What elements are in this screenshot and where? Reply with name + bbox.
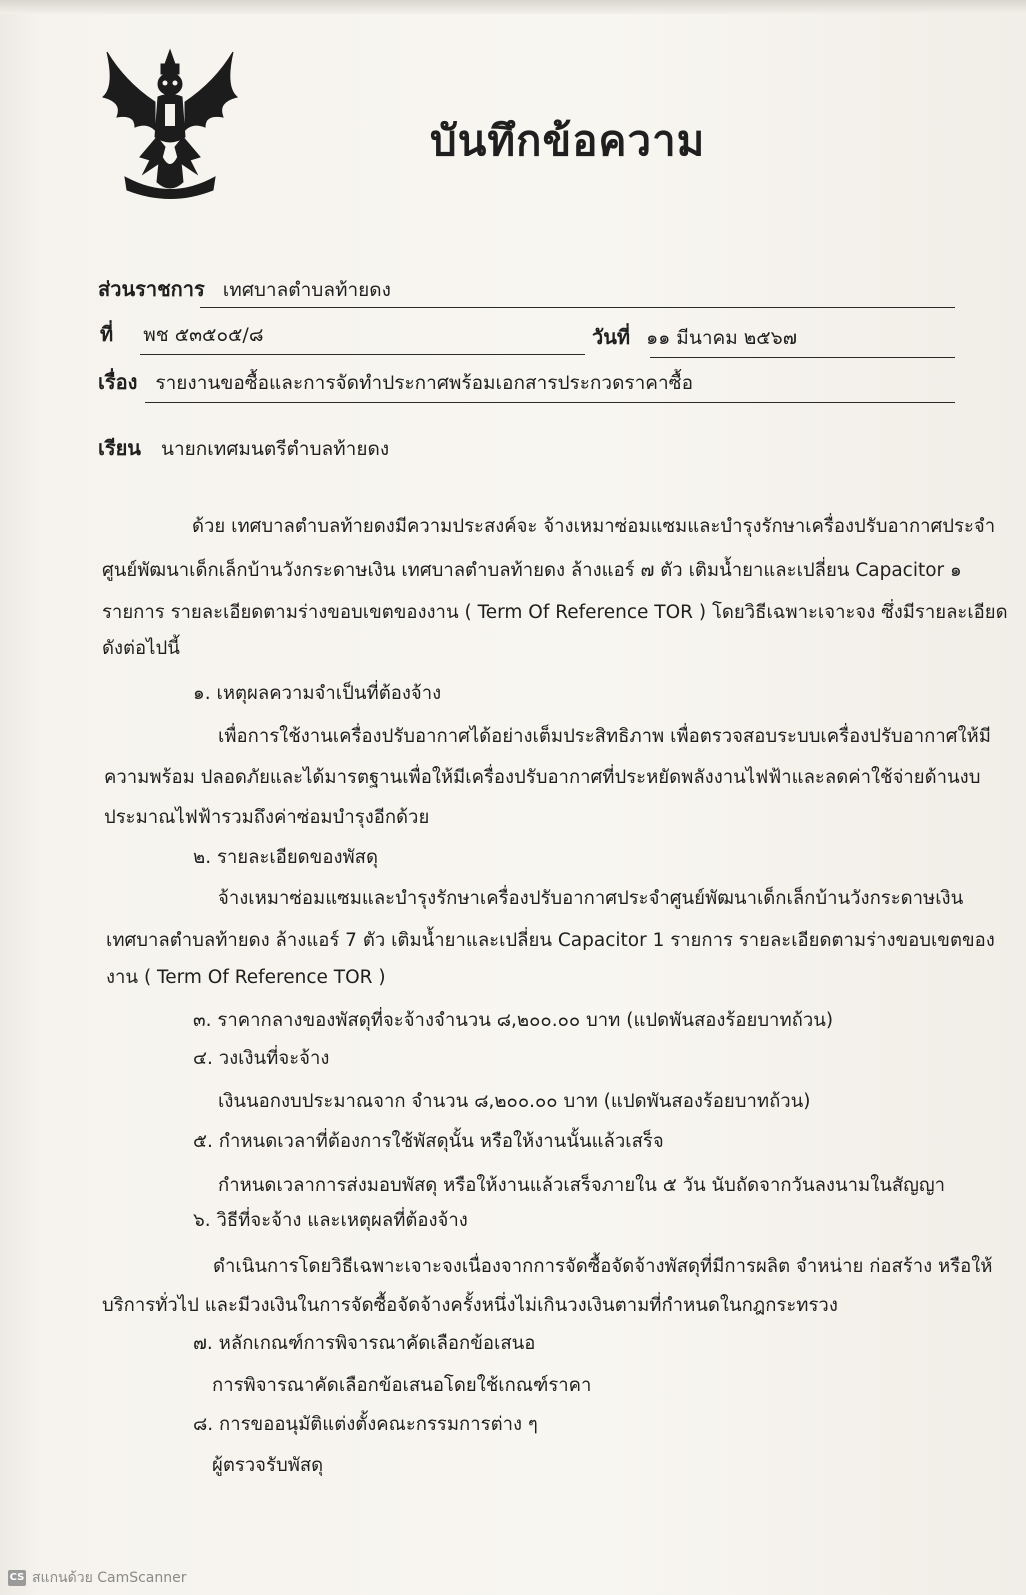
body-line: ประมาณไฟฟ้ารวมถึงค่าซ่อมบำรุงอีกด้วย xyxy=(104,807,430,828)
date-label: วันที่ xyxy=(592,325,631,349)
body-line: ดำเนินการโดยวิธีเฉพาะเจาะจงเนื่องจากการจัดซื้อจัดจ้างพัสดุที่มีการผลิต จำหน่าย ก่อสร้าง หรือให้ xyxy=(213,1256,993,1277)
section-heading: ๒. รายละเอียดของพัสดุ xyxy=(193,847,378,868)
body-line: เงินนอกงบประมาณจาก จำนวน ๘,๒๐๐.๐๐ บาท (แปดพันสองร้อยบาทถ้วน) xyxy=(218,1091,811,1112)
ref-label: ที่ xyxy=(100,322,114,346)
date-row xyxy=(592,321,797,353)
scan-edge xyxy=(0,0,1026,14)
ref-underline xyxy=(140,354,585,355)
scanner-watermark xyxy=(8,1567,187,1589)
subject-row xyxy=(98,366,693,398)
body-line: ความพร้อม ปลอดภัยและได้มารตฐานเพื่อให้มีเครื่องปรับอากาศที่ประหยัดพลังงานไฟฟ้าและลดค่าใช้จ่ายด้านงบ xyxy=(104,767,981,788)
section-heading: ๔. วงเงินที่จะจ้าง xyxy=(193,1048,330,1069)
memo-title: บันทึกข้อความ xyxy=(430,116,706,165)
body-line: กำหนดเวลาการส่งมอบพัสดุ หรือให้งานแล้วเสร็จภายใน ๕ วัน นับถัดจากวันลงนามในสัญญา xyxy=(218,1175,946,1196)
section-heading: ๖. วิธีที่จะจ้าง และเหตุผลที่ต้องจ้าง xyxy=(193,1210,468,1231)
body-line: ศูนย์พัฒนาเด็กเล็กบ้านวังกระดาษเงิน เทศบาลตำบลท้ายดง ล้างแอร์ ๗ ตัว เติมน้ำยาและเปลี่ยน Capacitor ๑ xyxy=(102,560,962,581)
body-line: เพื่อการใช้งานเครื่องปรับอากาศได้อย่างเต็มประสิทธิภาพ เพื่อตรวจสอบระบบเครื่องปรับอากาศให้มี xyxy=(218,726,991,747)
section-heading: ๓. ราคากลางของพัสดุที่จะจ้างจำนวน ๘,๒๐๐.๐๐ บาท (แปดพันสองร้อยบาทถ้วน) xyxy=(193,1010,834,1031)
ref-value: พช ๕๓๕๐๕/๘ xyxy=(143,324,264,346)
body-line: งาน ( Term Of Reference TOR ) xyxy=(106,967,386,988)
to-row xyxy=(98,432,389,464)
watermark-text: สแกนด้วย CamScanner xyxy=(32,1570,187,1586)
body-line: ด้วย เทศบาลตำบลท้ายดงมีความประสงค์จะ จ้างเหมาซ่อมแซมและบำรุงรักษาเครื่องปรับอากาศประจำ xyxy=(192,516,996,537)
camscanner-logo-icon: CS xyxy=(8,1570,26,1586)
section-heading: ๘. การขออนุมัติแต่งตั้งคณะกรรมการต่าง ๆ xyxy=(193,1414,538,1435)
subject-underline xyxy=(145,402,955,403)
section-heading: ๕. กำหนดเวลาที่ต้องการใช้พัสดุนั้น หรือให้งานนั้นแล้วเสร็จ xyxy=(193,1131,664,1152)
section-heading: ๗. หลักเกณฑ์การพิจารณาคัดเลือกข้อเสนอ xyxy=(193,1333,536,1354)
to-label: เรียน xyxy=(98,436,141,460)
garuda-emblem-icon xyxy=(95,42,245,202)
body-line: เทศบาลตำบลท้ายดง ล้างแอร์ 7 ตัว เติมน้ำยาและเปลี่ยน Capacitor 1 รายการ รายละเอียดตามร่างขอบเขตของ xyxy=(106,930,995,951)
date-underline xyxy=(650,357,955,358)
body-line: รายการ รายละเอียดตามร่างขอบเขตของงาน ( Term Of Reference TOR ) โดยวิธีเฉพาะเจาะจง ซึ่งมีรายละเอียด xyxy=(102,602,1008,623)
agency-label: ส่วนราชการ xyxy=(98,277,205,301)
subject-label: เรื่อง xyxy=(98,370,138,394)
ref-row xyxy=(100,318,263,350)
body-line: การพิจารณาคัดเลือกข้อเสนอโดยใช้เกณฑ์ราคา xyxy=(212,1375,592,1396)
body-line: ดังต่อไปนี้ xyxy=(102,638,180,659)
to-value: นายกเทศมนตรีตำบลท้ายดง xyxy=(161,438,390,460)
subject-value: รายงานขอซื้อและการจัดทำประกาศพร้อมเอกสารประกวดราคาซื้อ xyxy=(155,372,693,394)
date-value: ๑๑ มีนาคม ๒๕๖๗ xyxy=(646,327,798,349)
agency-value: เทศบาลตำบลท้ายดง xyxy=(222,279,391,301)
body-line: จ้างเหมาซ่อมแซมและบำรุงรักษาเครื่องปรับอากาศประจำศูนย์พัฒนาเด็กเล็กบ้านวังกระดาษเงิน xyxy=(218,888,964,909)
body-line: บริการทั่วไป และมีวงเงินในการจัดซื้อจัดจ้างครั้งหนึ่งไม่เกินวงเงินตามที่กำหนดในกฎกระทรวง xyxy=(102,1295,838,1316)
section-heading: ๑. เหตุผลความจำเป็นที่ต้องจ้าง xyxy=(193,683,442,704)
agency-underline xyxy=(200,307,955,308)
agency-row xyxy=(98,273,391,305)
body-line: ผู้ตรวจรับพัสดุ xyxy=(212,1455,324,1476)
